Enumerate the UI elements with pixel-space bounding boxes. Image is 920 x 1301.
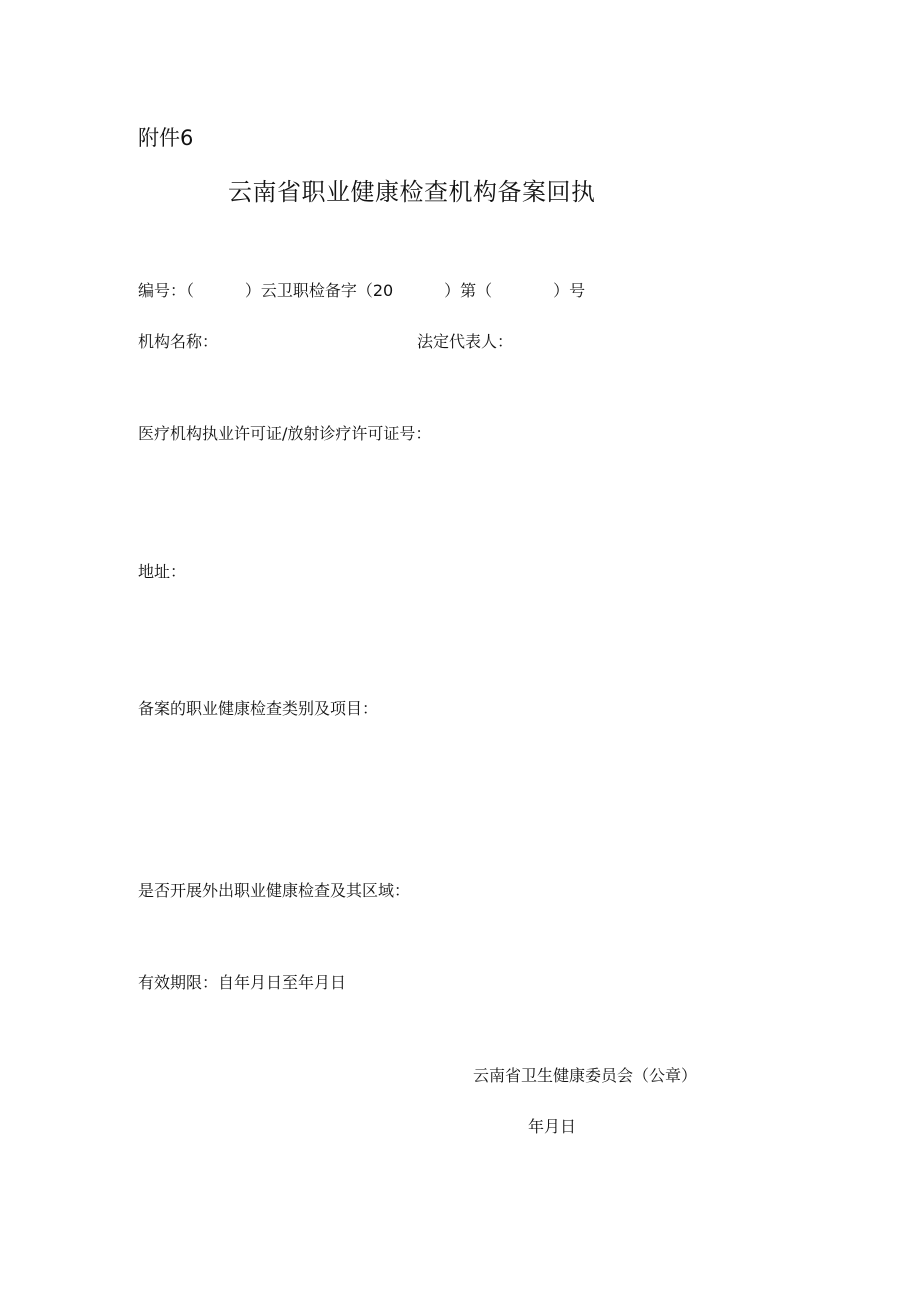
issuer-seal-line: 云南省卫生健康委员会（公章） — [473, 1066, 698, 1085]
org-name-label: 机构名称： — [138, 332, 219, 351]
license-number-label: 医疗机构执业许可证/放射诊疗许可证号： — [138, 424, 432, 443]
registration-number: 编号：（ ）云卫职检备字（20 ）第（ ）号 — [138, 281, 586, 300]
issue-date: 年月日 — [528, 1117, 577, 1136]
filed-items-label: 备案的职业健康检查类别及项目： — [138, 699, 379, 718]
legal-rep-label: 法定代表人： — [417, 332, 514, 351]
outreach-label: 是否开展外出职业健康检查及其区域： — [138, 881, 411, 900]
attachment-label: 附件6 — [138, 126, 194, 150]
address-label: 地址： — [138, 562, 187, 581]
document-title: 云南省职业健康检查机构备案回执 — [228, 178, 596, 206]
validity-period: 有效期限：自年月日至年月日 — [138, 973, 347, 992]
